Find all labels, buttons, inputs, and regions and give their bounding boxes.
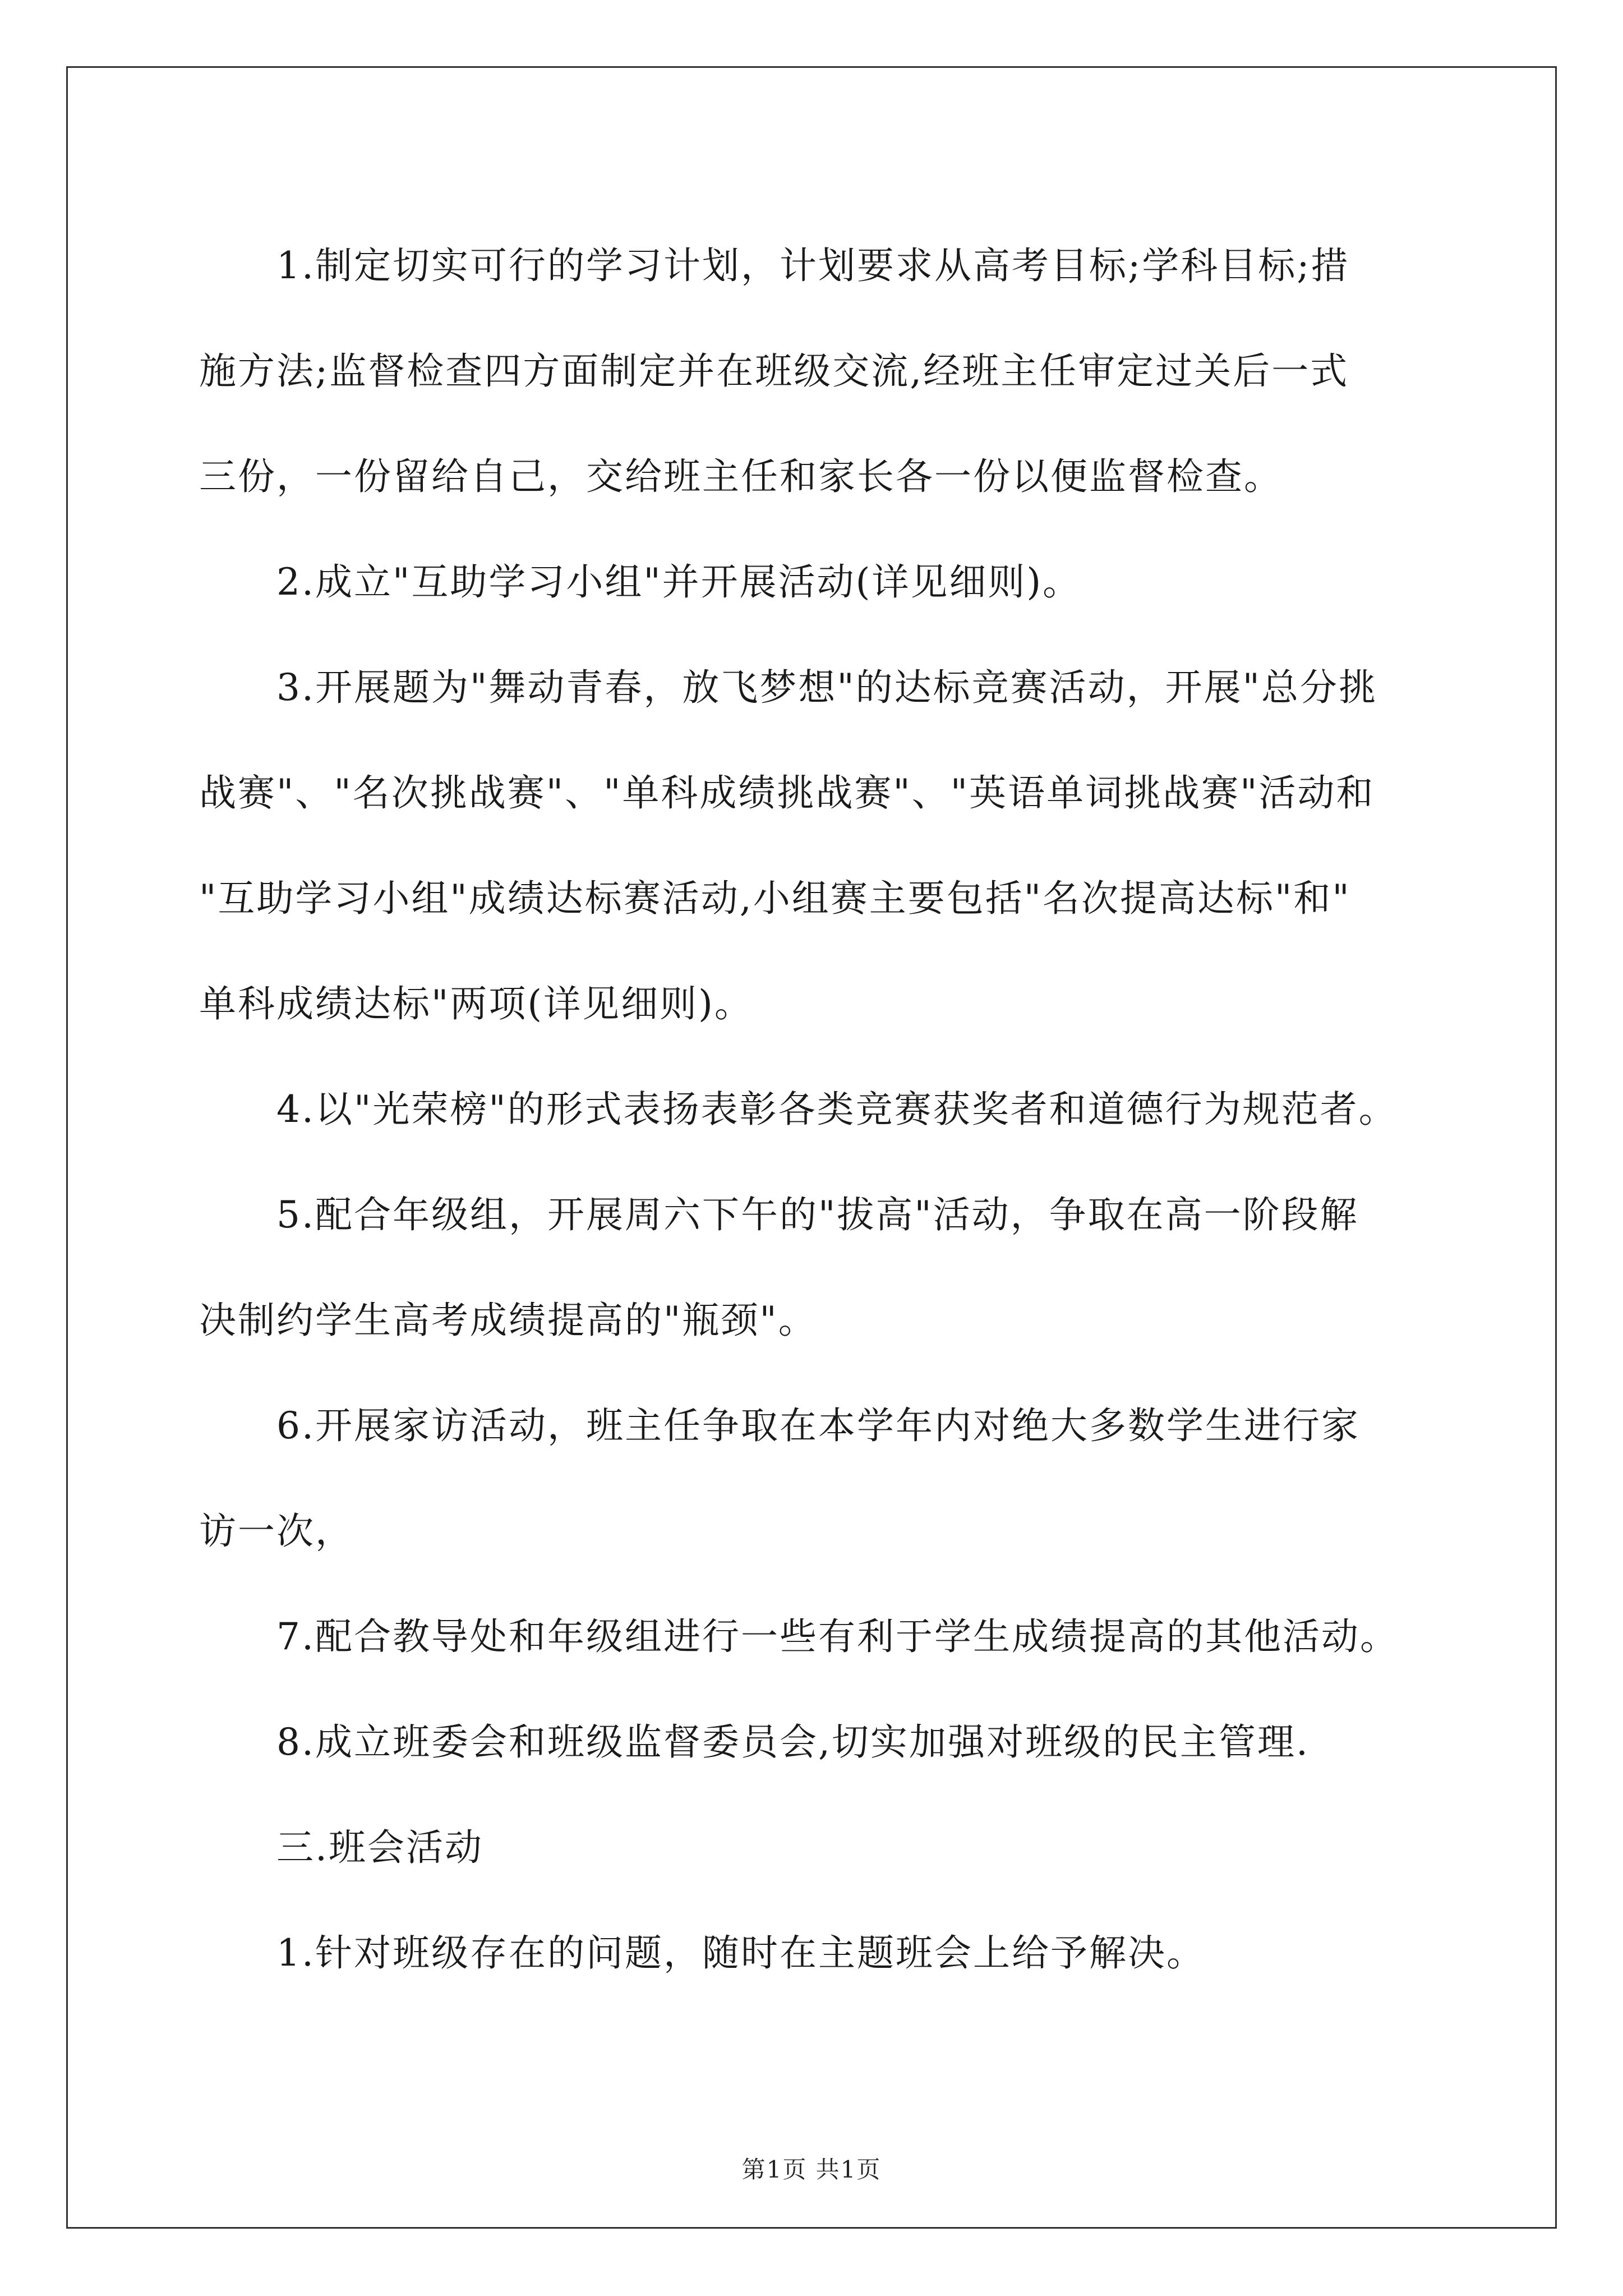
paragraph-plan xyxy=(199,213,1433,530)
text-line: 1.针对班级存在的问题，随时在主题班会上给予解决。 xyxy=(276,1931,1205,1975)
paragraph-competition xyxy=(199,635,1433,1057)
text-line: 单科成绩达标"两项(详见细则)。 xyxy=(199,982,753,1025)
text-line: 施方法;监督检查四方面制定并在班级交流,经班主任审定过关后一式 xyxy=(199,349,1349,393)
text-line: 4.以"光荣榜"的形式表扬表彰各类竞赛获奖者和道德行为规范者。 xyxy=(276,1088,1398,1131)
text-line: 战赛"、"名次挑战赛"、"单科成绩挑战赛"、"英语单词挑战赛"活动和 xyxy=(199,771,1375,815)
text-line: 5.配合年级组，开展周六下午的"拔高"活动，争取在高一阶段解 xyxy=(276,1193,1359,1236)
section-heading-class-meeting xyxy=(199,1795,1433,1901)
text-line: 2.成立"互助学习小组"并开展活动(详见细则)。 xyxy=(276,560,1082,604)
section-heading: 三.班会活动 xyxy=(276,1826,483,1869)
document-body xyxy=(199,213,1433,2006)
page-number-footer: 第1页 共1页 xyxy=(741,2156,882,2183)
text-line: "互助学习小组"成绩达标赛活动,小组赛主要包括"名次提高达标"和" xyxy=(199,877,1351,920)
text-line: 6.开展家访活动，班主任争取在本学年内对绝大多数学生进行家 xyxy=(276,1404,1360,1447)
paragraph-honor-roll xyxy=(199,1057,1433,1162)
text-line: 1.制定切实可行的学习计划，计划要求从高考目标;学科目标;措 xyxy=(276,244,1350,287)
paragraph-class-committee xyxy=(199,1690,1433,1795)
paragraph-saturday-activity xyxy=(199,1162,1433,1373)
paragraph-cooperation xyxy=(199,1584,1433,1690)
text-line: 8.成立班委会和班级监督委员会,切实加强对班级的民主管理. xyxy=(276,1720,1310,1764)
paragraph-study-group xyxy=(199,530,1433,635)
text-line: 访一次， xyxy=(199,1510,354,1553)
paragraph-class-meeting-problems xyxy=(199,1901,1433,2006)
text-line: 三份，一份留给自己，交给班主任和家长各一份以便监督检查。 xyxy=(199,455,1283,498)
text-line: 7.配合教导处和年级组进行一些有利于学生成绩提高的其他活动。 xyxy=(276,1615,1399,1658)
text-line: 3.开展题为"舞动青春，放飞梦想"的达标竞赛活动，开展"总分挑 xyxy=(276,666,1378,709)
paragraph-home-visit xyxy=(199,1373,1433,1584)
text-line: 决制约学生高考成绩提高的"瓶颈"。 xyxy=(199,1299,817,1342)
